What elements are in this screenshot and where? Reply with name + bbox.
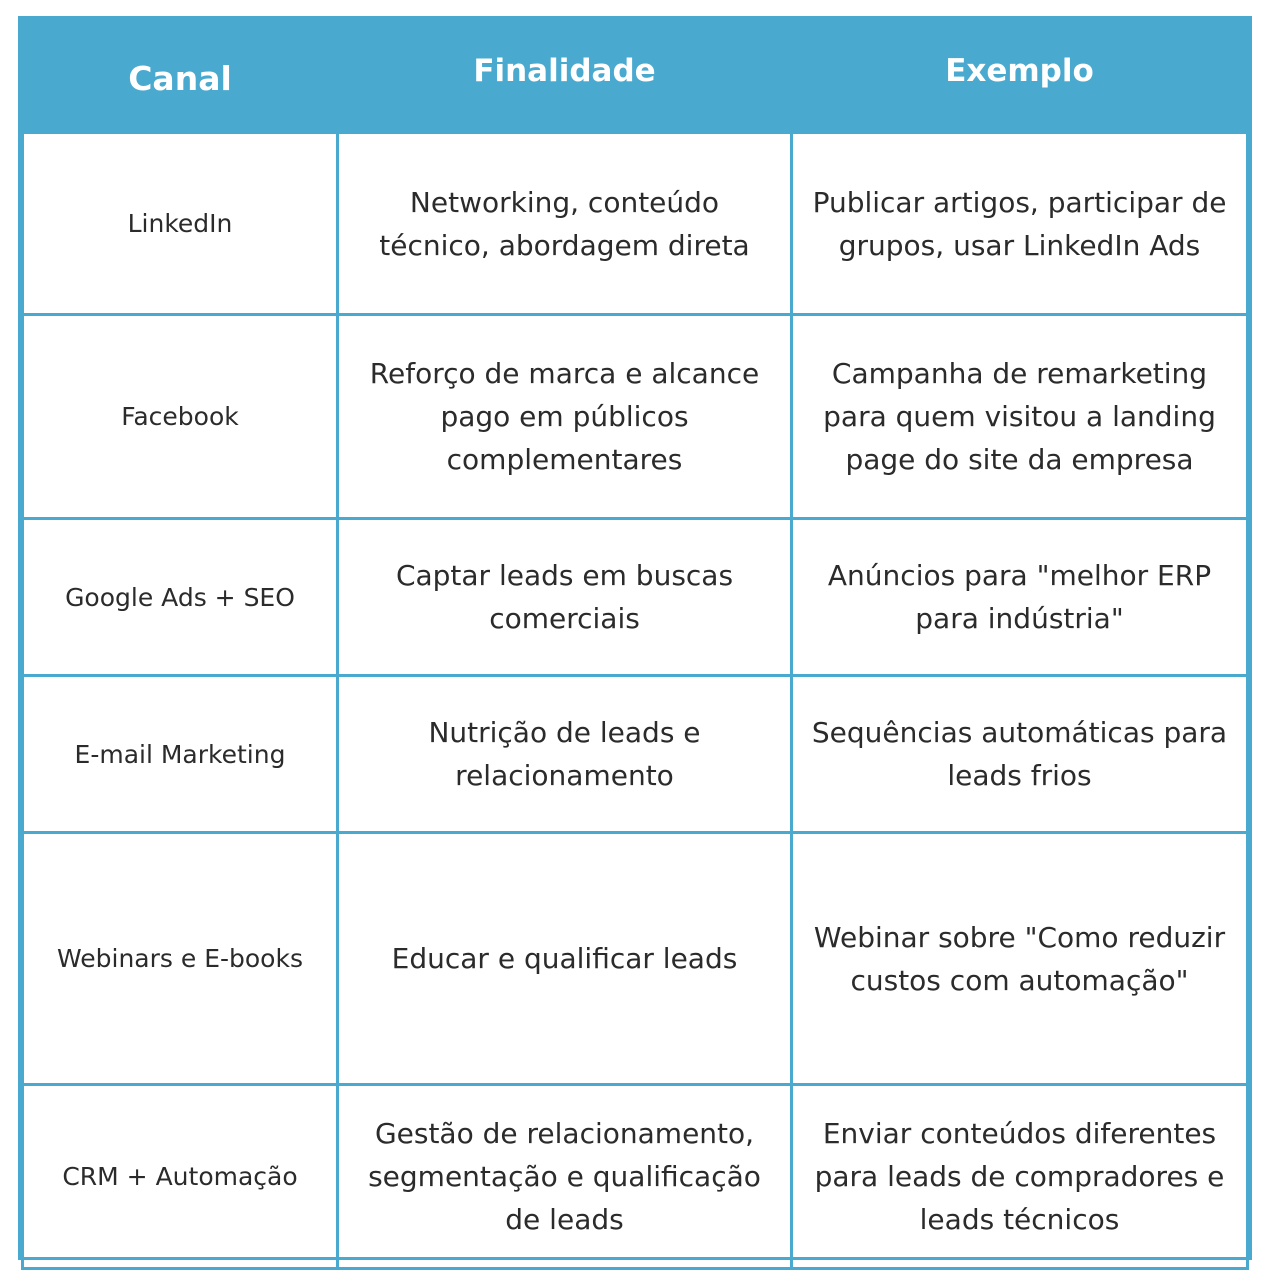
cell-finalidade: Nutrição de leads e relacionamento <box>338 676 792 833</box>
channels-table-grid <box>21 19 1249 1270</box>
cell-exemplo: Publicar artigos, participar de grupos, usar LinkedIn Ads <box>792 133 1248 315</box>
cell-exemplo: Campanha de remarketing para quem visitou a landing page do site da empresa <box>792 315 1248 519</box>
header-finalidade: Finalidade <box>338 19 792 133</box>
table-row <box>23 676 1248 833</box>
header-canal: Canal <box>23 19 338 133</box>
cell-canal: CRM + Automação <box>23 1085 338 1269</box>
cell-finalidade: Educar e qualificar leads <box>338 833 792 1085</box>
cell-exemplo: Webinar sobre "Como reduzir custos com automação" <box>792 833 1248 1085</box>
table-row <box>23 833 1248 1085</box>
table-row <box>23 519 1248 676</box>
cell-exemplo: Anúncios para "melhor ERP para indústria" <box>792 519 1248 676</box>
cell-canal: Facebook <box>23 315 338 519</box>
cell-exemplo: Sequências automáticas para leads frios <box>792 676 1248 833</box>
cell-canal: E-mail Marketing <box>23 676 338 833</box>
cell-canal: Webinars e E-books <box>23 833 338 1085</box>
table-row <box>23 133 1248 315</box>
cell-finalidade: Reforço de marca e alcance pago em públicos complementares <box>338 315 792 519</box>
cell-finalidade: Networking, conteúdo técnico, abordagem direta <box>338 133 792 315</box>
cell-canal: LinkedIn <box>23 133 338 315</box>
cell-finalidade: Captar leads em buscas comerciais <box>338 519 792 676</box>
header-exemplo: Exemplo <box>792 19 1248 133</box>
channels-table <box>18 16 1252 1260</box>
table-row <box>23 1085 1248 1269</box>
cell-finalidade: Gestão de relacionamento, segmentação e qualificação de leads <box>338 1085 792 1269</box>
cell-canal: Google Ads + SEO <box>23 519 338 676</box>
cell-exemplo: Enviar conteúdos diferentes para leads de compradores e leads técnicos <box>792 1085 1248 1269</box>
header-row <box>23 19 1248 133</box>
table-row <box>23 315 1248 519</box>
